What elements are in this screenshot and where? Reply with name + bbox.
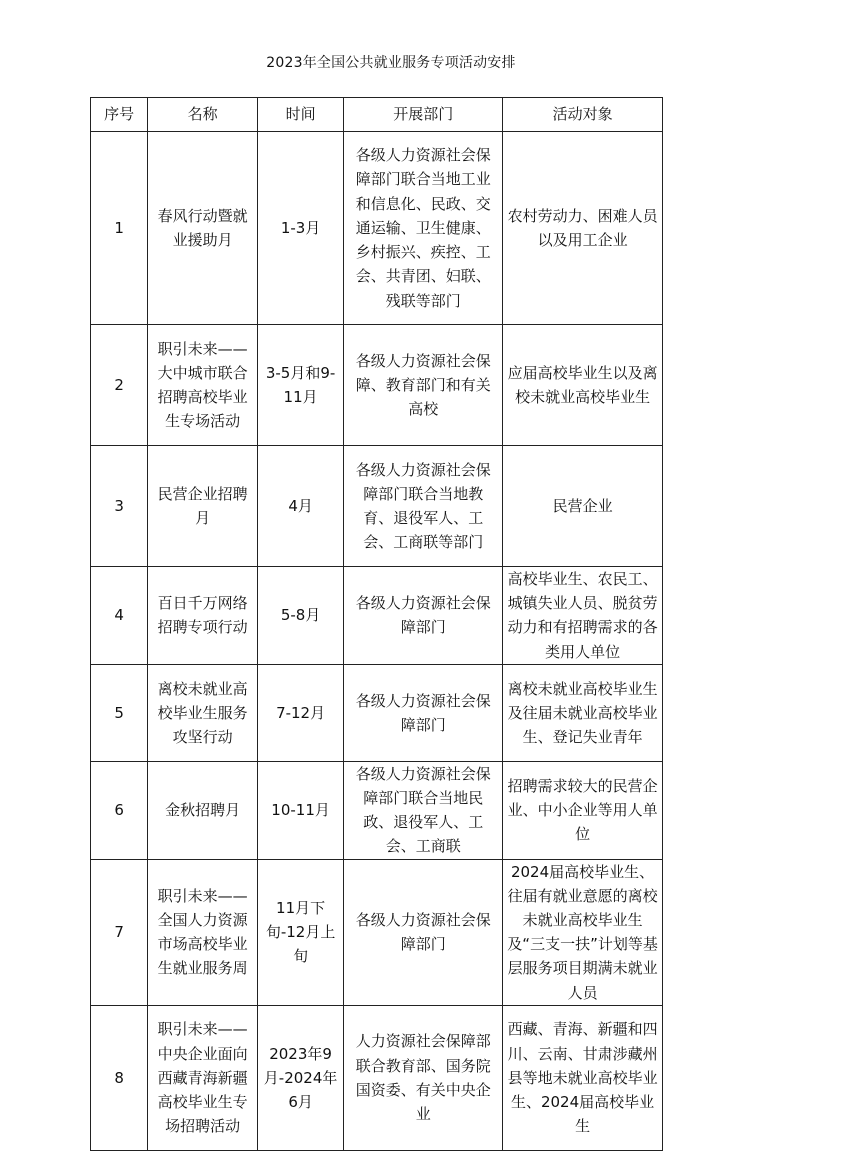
header-name: 名称 [148, 98, 258, 132]
activity-schedule-table [90, 97, 663, 1151]
table-row [91, 446, 663, 567]
cell-name: 金秋招聘月 [148, 761, 258, 859]
table-row [91, 325, 663, 446]
cell-time: 2023年9月-2024年6月 [257, 1005, 343, 1150]
cell-department: 各级人力资源社会保障部门联合当地教育、退役军人、工会、工商联等部门 [344, 446, 503, 567]
cell-name: 职引未来——中央企业面向西藏青海新疆高校毕业生专场招聘活动 [148, 1005, 258, 1150]
cell-department: 各级人力资源社会保障部门 [344, 567, 503, 665]
cell-index: 2 [91, 325, 148, 446]
cell-name: 职引未来——大中城市联合招聘高校毕业生专场活动 [148, 325, 258, 446]
header-index: 序号 [91, 98, 148, 132]
cell-index: 8 [91, 1005, 148, 1150]
cell-index: 5 [91, 664, 148, 761]
cell-index: 7 [91, 859, 148, 1005]
table-row [91, 1005, 663, 1150]
cell-department: 各级人力资源社会保障部门联合当地工业和信息化、民政、交通运输、卫生健康、乡村振兴、疾控、工会、共青团、妇联、残联等部门 [344, 132, 503, 325]
cell-target: 民营企业 [503, 446, 663, 567]
cell-name: 百日千万网络招聘专项行动 [148, 567, 258, 665]
cell-department: 人力资源社会保障部联合教育部、国务院国资委、有关中央企业 [344, 1005, 503, 1150]
cell-name: 职引未来——全国人力资源市场高校毕业生就业服务周 [148, 859, 258, 1005]
table-row [91, 664, 663, 761]
table-header-row [91, 98, 663, 132]
cell-time: 4月 [257, 446, 343, 567]
cell-index: 1 [91, 132, 148, 325]
table-row [91, 567, 663, 665]
cell-target: 2024届高校毕业生、往届有就业意愿的离校未就业高校毕业生及“三支一扶”计划等基层服务项目期满未就业人员 [503, 859, 663, 1005]
cell-department: 各级人力资源社会保障部门 [344, 859, 503, 1005]
cell-target: 农村劳动力、困难人员以及用工企业 [503, 132, 663, 325]
cell-target: 高校毕业生、农民工、城镇失业人员、脱贫劳动力和有招聘需求的各类用人单位 [503, 567, 663, 665]
cell-name: 离校未就业高校毕业生服务攻坚行动 [148, 664, 258, 761]
cell-time: 11月下旬-12月上旬 [257, 859, 343, 1005]
table-row [91, 859, 663, 1005]
cell-index: 4 [91, 567, 148, 665]
cell-target: 应届高校毕业生以及离校未就业高校毕业生 [503, 325, 663, 446]
cell-time: 10-11月 [257, 761, 343, 859]
cell-time: 3-5月和9-11月 [257, 325, 343, 446]
cell-time: 7-12月 [257, 664, 343, 761]
table-row [91, 761, 663, 859]
cell-target: 离校未就业高校毕业生及往届未就业高校毕业生、登记失业青年 [503, 664, 663, 761]
cell-index: 3 [91, 446, 148, 567]
cell-department: 各级人力资源社会保障、教育部门和有关高校 [344, 325, 503, 446]
cell-department: 各级人力资源社会保障部门 [344, 664, 503, 761]
cell-target: 招聘需求较大的民营企业、中小企业等用人单位 [503, 761, 663, 859]
table-row [91, 132, 663, 325]
cell-index: 6 [91, 761, 148, 859]
cell-name: 民营企业招聘月 [148, 446, 258, 567]
header-department: 开展部门 [344, 98, 503, 132]
document-title: 2023年全国公共就业服务专项活动安排 [266, 55, 516, 71]
cell-department: 各级人力资源社会保障部门联合当地民政、退役军人、工会、工商联 [344, 761, 503, 859]
header-target: 活动对象 [503, 98, 663, 132]
header-time: 时间 [257, 98, 343, 132]
cell-target: 西藏、青海、新疆和四川、云南、甘肃涉藏州县等地未就业高校毕业生、2024届高校毕业生 [503, 1005, 663, 1150]
cell-time: 5-8月 [257, 567, 343, 665]
cell-name: 春风行动暨就业援助月 [148, 132, 258, 325]
cell-time: 1-3月 [257, 132, 343, 325]
